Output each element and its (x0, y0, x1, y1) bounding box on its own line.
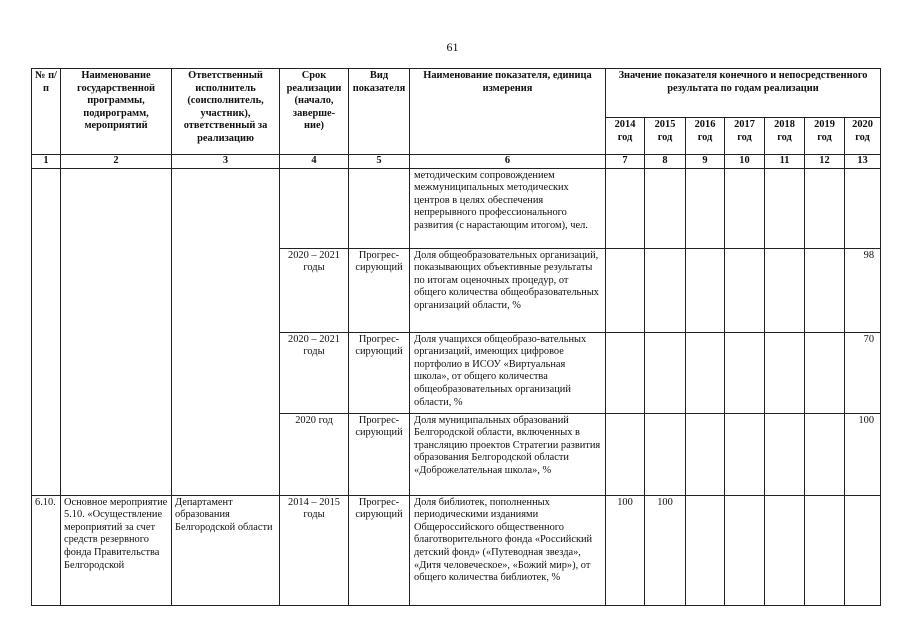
cell-term: 2020 – 2021 годы (280, 332, 349, 413)
column-number: 12 (805, 155, 845, 169)
column-number: 3 (172, 155, 280, 169)
header-term: Срок реализации (начало, заверше-ние) (280, 69, 349, 155)
cell-indicator-name: Доля библиотек, пополненных периодическими изданиями Общероссийского общественного благотворительного фонда «Российский детский фонд» («Путеводная звезда», «Дитя человеческое», «Божий мир»), от общего количества библиотек, % (410, 495, 606, 605)
header-indicator-type: Вид показателя (349, 69, 410, 155)
column-number: 4 (280, 155, 349, 169)
cell-term: 2020 – 2021 годы (280, 248, 349, 332)
cell-value-2014 (606, 413, 645, 495)
cell-num (32, 168, 61, 495)
page-number: 61 (446, 40, 459, 54)
header-year-2017: 2017 год (725, 118, 765, 155)
cell-value-2017 (725, 168, 765, 248)
header-year-2019: 2019 год (805, 118, 845, 155)
cell-term: 2020 год (280, 413, 349, 495)
cell-value-2014 (606, 248, 645, 332)
cell-value-2018 (765, 413, 805, 495)
cell-indicator-name: методическим сопровождением межмуниципальных методических центров в целях обеспечения непрерывного профессионального развития (с нарастающим итогом), чел. (410, 168, 606, 248)
cell-value-2016 (686, 248, 725, 332)
column-number: 5 (349, 155, 410, 169)
cell-value-2020: 98 (845, 248, 881, 332)
header-year-2015: 2015 год (645, 118, 686, 155)
cell-indicator-name: Доля муниципальных образований Белгородской области, включенных в трансляцию проектов Стратегии развития образования Белгородской области «Доброжелательная школа», % (410, 413, 606, 495)
header-year-2014: 2014 год (606, 118, 645, 155)
cell-value-2017 (725, 332, 765, 413)
cell-executor: Департамент образования Белгородской области (172, 495, 280, 605)
cell-num: 6.10. (32, 495, 61, 605)
cell-value-2018 (765, 248, 805, 332)
cell-value-2016 (686, 413, 725, 495)
cell-term: 2014 – 2015 годы (280, 495, 349, 605)
table-row (32, 495, 881, 605)
column-number: 11 (765, 155, 805, 169)
cell-value-2014 (606, 168, 645, 248)
cell-value-2020: 70 (845, 332, 881, 413)
cell-program-name (61, 168, 172, 495)
header-program-name: Наименование государственной программы, подирограмм, мероприятий (61, 69, 172, 155)
header-values-group: Значение показателя конечного и непосредственного результата по годам реализации (606, 69, 881, 118)
column-number: 13 (845, 155, 881, 169)
header-year-2018: 2018 год (765, 118, 805, 155)
cell-value-2015 (645, 248, 686, 332)
column-number: 9 (686, 155, 725, 169)
cell-indicator-name: Доля общеобразовательных организаций, показывающих объективные результаты по итогам оценочных процедур, от общего количества общеобразовательных организаций области, % (410, 248, 606, 332)
cell-value-2018 (765, 495, 805, 605)
header-year-2020: 2020 год (845, 118, 881, 155)
cell-value-2015: 100 (645, 495, 686, 605)
cell-value-2017 (725, 248, 765, 332)
cell-term (280, 168, 349, 248)
header-executor: Ответственный исполнитель (соисполнитель, участник), ответственный за реализацию (172, 69, 280, 155)
column-number: 10 (725, 155, 765, 169)
cell-value-2018 (765, 168, 805, 248)
cell-value-2019 (805, 168, 845, 248)
cell-value-2020 (845, 495, 881, 605)
cell-indicator-type: Прогрес-сирующий (349, 248, 410, 332)
column-number: 8 (645, 155, 686, 169)
cell-value-2015 (645, 413, 686, 495)
table-row (32, 168, 881, 248)
column-number: 7 (606, 155, 645, 169)
cell-executor (172, 168, 280, 495)
cell-value-2017 (725, 495, 765, 605)
cell-value-2020: 100 (845, 413, 881, 495)
cell-indicator-type (349, 168, 410, 248)
cell-value-2020 (845, 168, 881, 248)
cell-value-2014 (606, 332, 645, 413)
cell-value-2019 (805, 413, 845, 495)
header-num: № п/п (32, 69, 61, 155)
cell-value-2014: 100 (606, 495, 645, 605)
cell-value-2019 (805, 495, 845, 605)
cell-value-2016 (686, 332, 725, 413)
header-year-2016: 2016 год (686, 118, 725, 155)
cell-value-2017 (725, 413, 765, 495)
cell-value-2016 (686, 168, 725, 248)
cell-value-2019 (805, 332, 845, 413)
column-number: 2 (61, 155, 172, 169)
header-indicator-name: Наименование показателя, единица измерения (410, 69, 606, 155)
cell-value-2018 (765, 332, 805, 413)
cell-value-2019 (805, 248, 845, 332)
cell-indicator-name: Доля учащихся общеобразо-вательных организаций, имеющих цифровое портфолио в ИСОУ «Виртуальная школа», от общего количества общеобразовательных организаций области, % (410, 332, 606, 413)
column-number: 1 (32, 155, 61, 169)
cell-indicator-type: Прогрес-сирующий (349, 332, 410, 413)
cell-value-2015 (645, 332, 686, 413)
cell-value-2016 (686, 495, 725, 605)
cell-indicator-type: Прогрес-сирующий (349, 413, 410, 495)
column-number: 6 (410, 155, 606, 169)
indicator-table (31, 68, 881, 606)
cell-program-name: Основное мероприятие 5.10. «Осуществление мероприятий за счет средств резервного фонда Правительства Белгородской (61, 495, 172, 605)
cell-indicator-type: Прогрес-сирующий (349, 495, 410, 605)
cell-value-2015 (645, 168, 686, 248)
